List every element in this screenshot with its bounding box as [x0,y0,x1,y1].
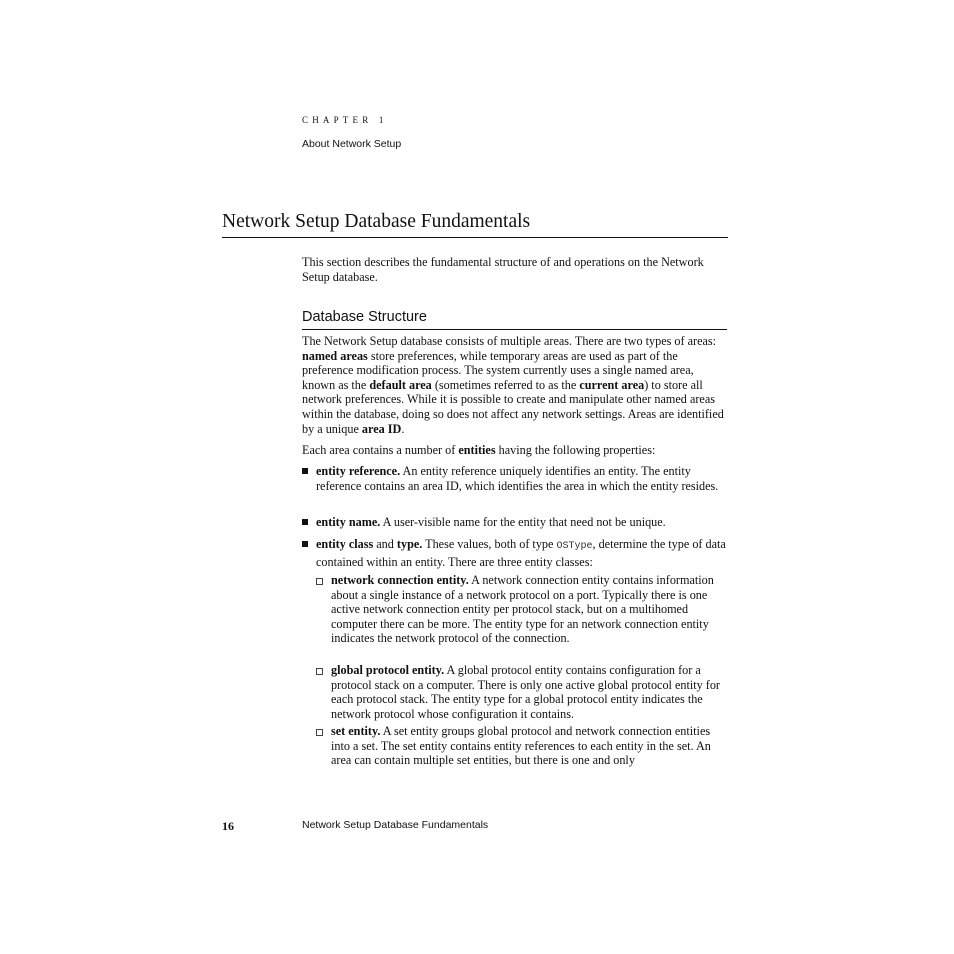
bullet-entity-class [302,537,728,569]
square-bullet-icon [302,468,308,474]
text-run: . [401,421,405,436]
sub-bullet-text: A network connection entity contains information about a single instance of a network protocol on a port. Typically there is one active network connection entity per protocol stack, but on a multihomed computer there can be more. The entity type for an network connection entity indicates the network protocol of the connection. [331,573,714,646]
sub-bullet-term: set entity. [331,724,381,738]
code-ostype: OSType [556,541,593,552]
sub-bullet-set-entity [316,724,728,768]
bullet-term: entity name. [316,515,381,529]
term-default-area: default area [369,377,432,392]
sub-bullet-network-connection-entity [316,573,728,646]
bullet-term: entity class [316,537,374,551]
section-title: Network Setup Database Fundamentals [222,210,728,238]
hollow-square-bullet-icon [316,668,323,675]
sub-bullet-global-protocol-entity [316,663,728,721]
bullet-text: and [373,537,397,551]
bullet-term: type. [396,537,423,551]
hollow-square-bullet-icon [316,729,323,736]
term-named-areas: named areas [302,348,368,363]
bullet-text: An entity reference uniquely identifies an entity. The entity reference contains an area ID, which identifies the area in which the entity resides. [316,464,719,493]
text-run: (sometimes referred to as the [431,377,580,392]
text-run: having the following properties: [495,443,656,457]
page-number: 16 [222,819,234,833]
term-entities: entities [458,443,496,457]
sub-bullet-term: network connection entity. [331,573,469,587]
term-area-id: area ID [361,421,402,436]
term-current-area: current area [579,377,645,392]
text-run: The Network Setup database consists of multiple areas. There are two types of areas: [302,334,717,348]
bullet-text: A user-visible name for the entity that need not be unique. [380,515,666,529]
text-run: Each area contains a number of [302,443,459,457]
footer-title: Network Setup Database Fundamentals [302,819,489,831]
square-bullet-icon [302,519,308,525]
bullet-text: , determine the type of data contained within an entity. There are three entity classes: [316,537,726,569]
text-run: ) to store all network preferences. While it is possible to create and manipulate other named areas within the database, doing so does not affect any network settings. Areas are identified by a unique [302,377,724,436]
chapter-title: About Network Setup [302,138,402,150]
sub-bullet-text: A set entity groups global protocol and network connection entities into a set. The set entity contains entity references to each entity in the set. An area can contain multiple set entities, but there is one and only [331,724,711,768]
hollow-square-bullet-icon [316,578,323,585]
subsection-title: Database Structure [302,308,727,330]
square-bullet-icon [302,541,308,547]
bullet-entity-name [302,515,728,530]
chapter-label: CHAPTER 1 [302,115,388,125]
bullet-text: These values, both of type [422,537,557,551]
bullet-term: entity reference. [316,464,401,478]
text-run: store preferences, while temporary areas are used as part of the preference modification process. The system currently uses a single named area, known as the [302,348,694,392]
entities-paragraph [302,443,728,458]
bullet-entity-reference [302,464,728,493]
database-structure-paragraph [302,334,728,436]
intro-paragraph: This section describes the fundamental structure of and operations on the Network Setup database. [302,255,704,284]
sub-bullet-text: A global protocol entity contains configuration for a protocol stack on a computer. There is only one active global protocol entity for each protocol stack. The entity type for a global protocol entity indicates the network protocol whose configuration it contains. [331,663,720,721]
sub-bullet-term: global protocol entity. [331,663,445,677]
